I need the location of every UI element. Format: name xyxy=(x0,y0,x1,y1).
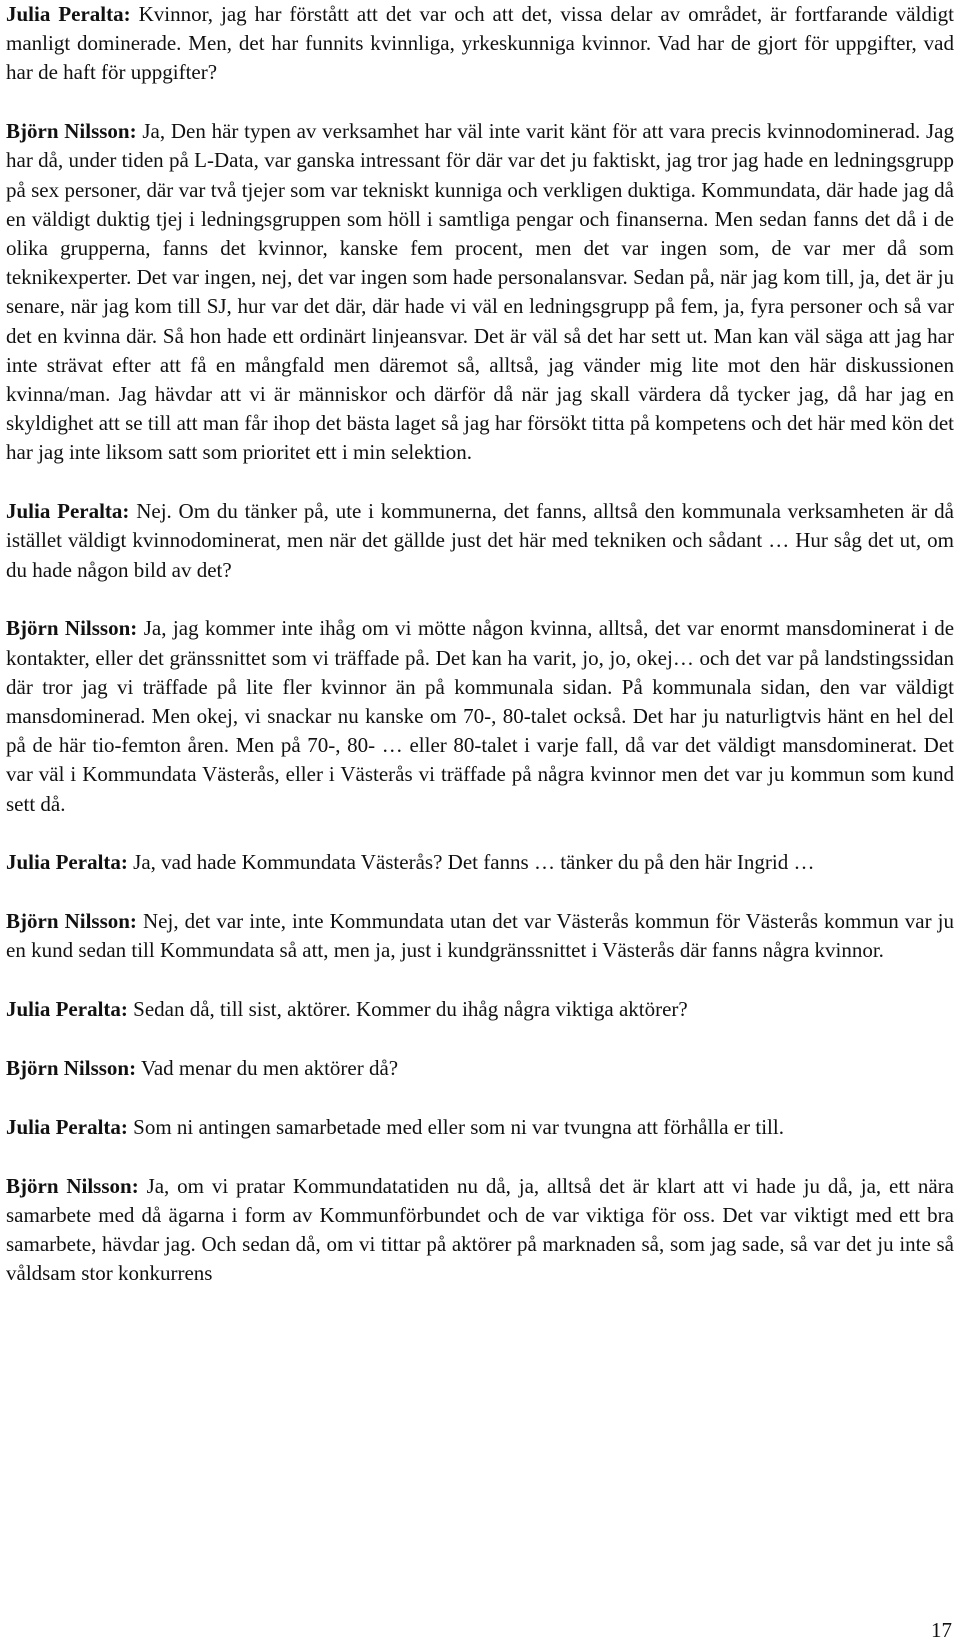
speaker-name: Julia Peralta: xyxy=(6,499,130,524)
paragraph-text: Ja, Den här typen av verksamhet har väl inte varit känt för att vara precis kvinnodominerad. Jag har då, under tiden på L-Data, var ganska intressant för där var det ju faktiskt, jag tror jag hade en ledningsgrupp på sex personer, där var två tjejer som var tekniskt kunniga och verkligen duktiga. Kommundata, där hade jag då en väldigt duktig tjej i ledningsgruppen som höll i samtliga pengar och finanserna. Men sedan fanns det då i de olika grupperna, fanns det kvinnor, kanske fem procent, men det var ingen som, de var mer då som teknikexperter. Det var ingen, nej, det var ingen som hade personalansvar. Sedan på, när jag kom till, ja, det är ju senare, när jag kom till SJ, hur var det där, där hade vi väl en ledningsgrupp på fem, ja, fyra personer och så var det en kvinna där. Så hon hade ett ordinärt linjeansvar. Det är väl så det har sett ut. Man kan väl säga att jag har inte strävat efter att få en mångfald men däremot så, alltså, jag vänder mig lite mot den här diskussionen kvinna/man. Jag hävdar att vi är människor och därför då när jag skall värdera då tycker jag, då har jag en skyldighet att se till att man får ihop det bästa laget så jag har försökt titta på kompetens och det här med kön det har jag inte liksom satt som prioritet ett i min selektion. xyxy=(6,119,954,465)
paragraph xyxy=(6,1172,954,1289)
paragraph-text: Nej, det var inte, inte Kommundata utan det var Västerås kommun för Västerås kommun var ju en kund sedan till Kommundata så att, men ja, just i kundgränssnittet i Västerås där fanns några kvinnor. xyxy=(6,909,954,963)
speaker-name: Julia Peralta: xyxy=(6,1114,128,1139)
paragraph xyxy=(6,497,954,585)
paragraph-text: Sedan då, till sist, aktörer. Kommer du ihåg några viktiga aktörer? xyxy=(133,997,688,1022)
page-number: 17 xyxy=(931,1618,952,1642)
speaker-name: Björn Nilsson: xyxy=(6,1173,139,1198)
paragraph-text: Som ni antingen samarbetade med eller som ni var tvungna att förhålla er till. xyxy=(133,1114,784,1139)
speaker-name: Björn Nilsson: xyxy=(6,909,137,934)
document-page xyxy=(6,0,954,1318)
paragraph xyxy=(6,1113,954,1142)
paragraph xyxy=(6,907,954,965)
paragraph xyxy=(6,117,954,467)
paragraph-text: Kvinnor, jag har förstått att det var och att det, vissa delar av området, är fortfarande väldigt manligt dominerade. Men, det har funnits kvinnliga, yrkeskunniga kvinnor. Vad har de gjort för uppgifter, vad har de haft för uppgifter? xyxy=(6,2,955,85)
paragraph-text: Ja, vad hade Kommundata Västerås? Det fanns … tänker du på den här Ingrid … xyxy=(133,850,815,875)
paragraph-text: Nej. Om du tänker på, ute i kommunerna, det fanns, alltså den kommunala verksamheten är då istället väldigt kvinnodominerat, men när det gällde just det här med tekniken och sådant … Hur såg det ut, om du hade någon bild av det? xyxy=(6,499,954,582)
paragraph xyxy=(6,848,954,877)
speaker-name: Julia Peralta: xyxy=(6,2,131,26)
paragraph-text: Ja, om vi pratar Kommundatatiden nu då, ja, alltså det är klart att vi hade ju då, ja, ett nära samarbete med då ägarna i form av Kommunförbundet och de var viktiga för oss. Det var viktigt med ett bra samarbete, hävdar jag. Och sedan då, om vi tittar på aktörer på marknaden så, som jag sade, så var det ju inte så våldsam stor konkurrens xyxy=(6,1173,954,1286)
speaker-name: Julia Peralta: xyxy=(6,997,128,1022)
speaker-name: Björn Nilsson: xyxy=(6,119,137,144)
paragraph-text: Vad menar du men aktörer då? xyxy=(140,1056,399,1081)
paragraph xyxy=(6,0,954,88)
speaker-name: Björn Nilsson: xyxy=(6,1056,137,1081)
paragraph-text: Ja, jag kommer inte ihåg om vi mötte någon kvinna, alltså, det var enormt mansdominerat i de kontakter, eller det gränssnittet som vi träffade på. Det kan ha varit, jo, jo, okej… och det var på landstingssidan där tror jag vi träffade på lite fler kvinnor än på kommunala sidan. På kommunala sidan, den var väldigt mansdominerad. Men okej, vi snackar nu kanske om 70-, 80-talet också. Det har ju naturligtvis hänt en hel del på de här tio-femton åren. Men på 70-, 80- … eller 80-talet i varje fall, då var det väldigt mansdominerat. Det var väl i Kommundata Västerås, eller i Västerås vi träffade på några kvinnor men det var ju kommun som kund sett då. xyxy=(6,616,955,816)
speaker-name: Björn Nilsson: xyxy=(6,616,138,641)
paragraph xyxy=(6,1054,954,1083)
speaker-name: Julia Peralta: xyxy=(6,850,128,875)
paragraph xyxy=(6,995,954,1024)
paragraph xyxy=(6,614,954,818)
